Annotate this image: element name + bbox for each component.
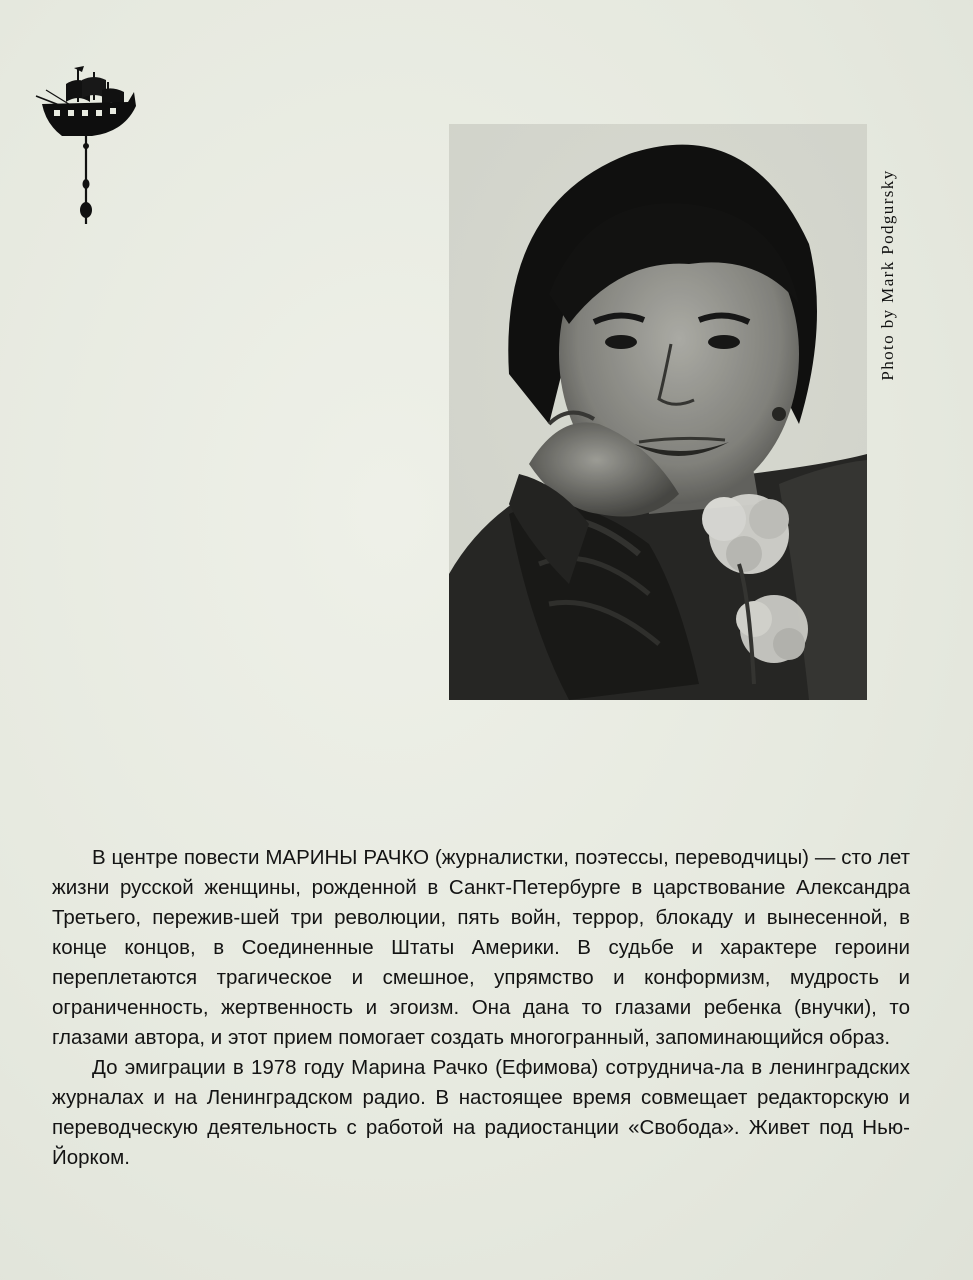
- book-description: [52, 843, 910, 1173]
- ship-weathervane-icon: [32, 62, 140, 230]
- photo-credit-text: Photo by Mark Podgursky: [878, 169, 897, 381]
- description-paragraph-1: В центре повести МАРИНЫ РАЧКО (журналистки, поэтессы, переводчицы) — сто лет жизни русской женщины, рожденной в Санкт-Петербурге в царствование Александра Третьего, пережив-шей три революции, пять войн, террор, блокаду и вынесенной, в конце концов, в Соединенные Штаты Америки. В судьбе и характере героини переплетаются трагическое и смешное, упрямство и конформизм, мудрость и ограниченность, жертвенность и эгоизм. Она дана то глазами ребенка (внучки), то глазами автора, и этот прием помогает создать многогранный, запоминающийся образ.: [52, 846, 910, 1049]
- author-portrait-photo: [449, 124, 867, 700]
- description-paragraph-2: До эмиграции в 1978 году Марина Рачко (Ефимова) сотруднича-ла в ленинградских журналах и на Ленинградском радио. В настоящее время совмещает редакторскую и переводческую деятельность с работой на радиостанции «Свобода». Живет под Нью-Йорком.: [52, 1056, 910, 1169]
